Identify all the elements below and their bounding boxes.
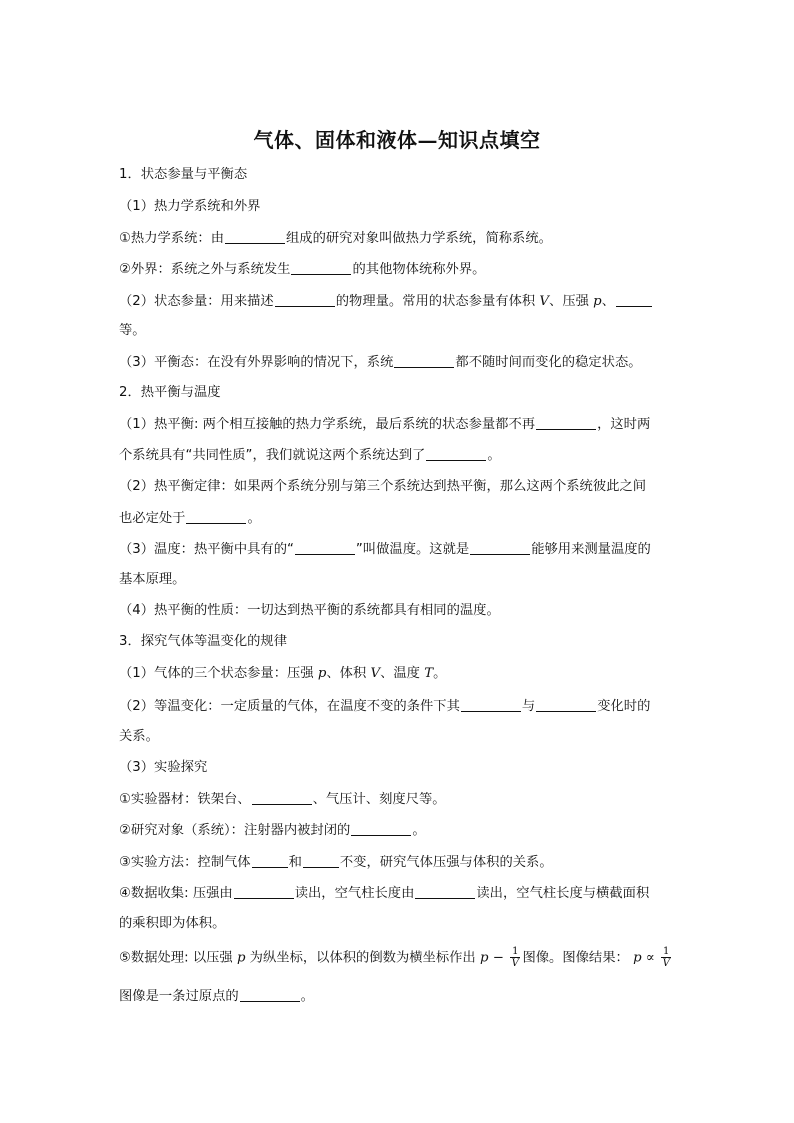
- fill-blank[interactable]: [394, 353, 454, 368]
- fill-blank[interactable]: [616, 292, 652, 307]
- text-line: 也必定处于 。: [119, 511, 261, 526]
- text-line: ②外界：系统之外与系统发生 的其他物体统称外界。: [119, 262, 486, 277]
- text-line: ②研究对象（系统）：注射器内被封闭的 。: [119, 823, 426, 838]
- text-line: ①实验器材：铁架台、 、气压计、刻度尺等。: [119, 792, 446, 807]
- text-line: （2）等温变化：一定质量的气体，在温度不变的条件下其 与 变化时的: [119, 699, 651, 714]
- fill-blank[interactable]: [291, 260, 351, 275]
- fill-blank[interactable]: [252, 790, 312, 805]
- page-title: 气体、固体和液体—知识点填空: [253, 128, 541, 152]
- text-line: （2）状态参量：用来描述 的物理量。常用的状态参量有体积 V、压强 p、: [119, 292, 653, 311]
- fill-blank[interactable]: [426, 446, 486, 461]
- text-line: ③实验方法：控制气体 和 不变，研究气体压强与体积的关系。: [119, 855, 553, 870]
- fraction: $\frac{1}{V}$: [662, 946, 670, 969]
- section-heading-3: 3．探究气体等温变化的规律: [119, 634, 288, 649]
- text-line: ①热力学系统：由 组成的研究对象叫做热力学系统，简称系统。: [119, 231, 552, 246]
- fill-blank[interactable]: [470, 540, 530, 555]
- text-line: （1）热平衡: 两个相互接触的热力学系统，最后系统的状态参量都不再 ，这时两: [119, 417, 651, 432]
- fill-blank[interactable]: [240, 987, 300, 1002]
- text-line: （3）平衡态：在没有外界影响的情况下，系统 都不随时间而变化的稳定状态。: [119, 355, 642, 370]
- fill-blank[interactable]: [186, 509, 246, 524]
- text-line: 个系统具有“共同性质”，我们就说这两个系统达到了 。: [119, 448, 501, 463]
- fraction: $\frac{1}{V}$: [511, 946, 519, 969]
- subheading: （3）实验探究: [119, 760, 208, 775]
- subheading: （1）热力学系统和外界: [119, 199, 261, 214]
- text-line: （4）热平衡的性质：一切达到热平衡的系统都具有相同的温度。: [119, 603, 500, 618]
- text-line: 基本原理。: [119, 572, 186, 587]
- text-line: ⑤数据处理: 以压强 p 为纵坐标，以体积的倒数为横坐标作出 p − $\frac{1}{V}$ 图像。图像结果： p ∝ $\frac{1}{V}$: [119, 946, 670, 969]
- text-line: （3）温度：热平衡中具有的“ ”叫做温度。这就是 能够用来测量温度的: [119, 542, 651, 557]
- text-line: 的乘积即为体积。: [119, 916, 226, 931]
- text-line: （2）热平衡定律：如果两个系统分别与第三个系统达到热平衡，那么这两个系统彼此之间: [119, 479, 647, 494]
- fill-blank[interactable]: [252, 853, 288, 868]
- fill-blank[interactable]: [295, 540, 355, 555]
- section-heading-1: 1．状态参量与平衡态: [119, 167, 248, 182]
- fill-blank[interactable]: [536, 697, 596, 712]
- fill-blank[interactable]: [303, 853, 339, 868]
- fill-blank[interactable]: [461, 697, 521, 712]
- fill-blank[interactable]: [275, 292, 335, 307]
- fill-blank[interactable]: [415, 884, 475, 899]
- text-line: 关系。: [119, 729, 159, 744]
- section-heading-2: 2．热平衡与温度: [119, 385, 221, 400]
- fill-blank[interactable]: [536, 415, 596, 430]
- fill-blank[interactable]: [234, 884, 294, 899]
- text-line: （1）气体的三个状态参量：压强 p、体积 V、温度 T。: [119, 666, 447, 681]
- text-line: 等。: [119, 323, 146, 338]
- fill-blank[interactable]: [225, 229, 285, 244]
- text-line: ④数据收集: 压强由 读出，空气柱长度由 读出，空气柱长度与横截面积: [119, 886, 650, 901]
- text-line: 图像是一条过原点的 。: [119, 989, 314, 1004]
- fill-blank[interactable]: [351, 821, 411, 836]
